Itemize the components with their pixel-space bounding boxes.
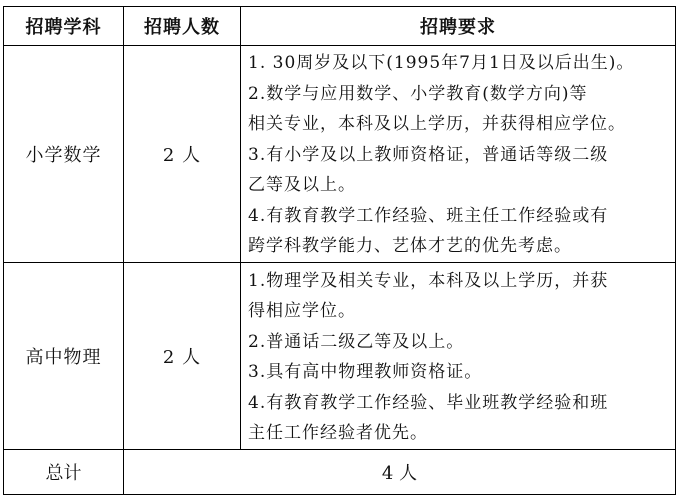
- requirement-line: 3.具有高中物理教师资格证。: [248, 362, 483, 382]
- count-cell: 2 人: [124, 46, 241, 263]
- requirement-line: 2.数学与应用数学、小学教育(数学方向)等: [248, 83, 588, 104]
- total-value: 4 人: [124, 449, 676, 494]
- requirement-line: 3.有小学及以上教师资格证，普通话等级二级: [248, 144, 609, 165]
- count-cell: 2 人: [124, 262, 241, 449]
- header-row: [4, 7, 676, 46]
- requirement-line: 主任工作经验者优先。: [248, 423, 428, 443]
- header-count: 招聘人数: [124, 7, 241, 46]
- requirement-line: 4.有教育教学工作经验、班主任工作经验或有: [248, 205, 609, 226]
- requirement-line: 相关专业，本科及以上学历，并获得相应学位。: [248, 114, 626, 134]
- requirement-line: 4.有教育教学工作经验、毕业班教学经验和班: [248, 392, 609, 413]
- header-subject: 招聘学科: [4, 7, 124, 46]
- subject-cell: 小学数学: [4, 46, 124, 263]
- total-label: 总计: [4, 449, 124, 494]
- recruitment-table: [3, 6, 676, 495]
- requirement-line: 1.物理学及相关专业，本科及以上学历，并获: [248, 270, 609, 291]
- requirement-line: 跨学科教学能力、艺体才艺的优先考虑。: [248, 236, 572, 256]
- table-row: [4, 46, 676, 263]
- requirements-cell: [241, 46, 676, 263]
- header-requirements: 招聘要求: [241, 7, 676, 46]
- requirement-line: 1. 30周岁及以下(1995年7月1日及以后出生)。: [248, 53, 635, 73]
- requirement-line: 2.普通话二级乙等及以上。: [248, 331, 465, 352]
- subject-cell: 高中物理: [4, 262, 124, 449]
- requirement-line: 得相应学位。: [248, 301, 356, 321]
- requirements-cell: [241, 262, 676, 449]
- table-row: [4, 262, 676, 449]
- requirement-line: 乙等及以上。: [248, 175, 356, 195]
- total-row: [4, 449, 676, 494]
